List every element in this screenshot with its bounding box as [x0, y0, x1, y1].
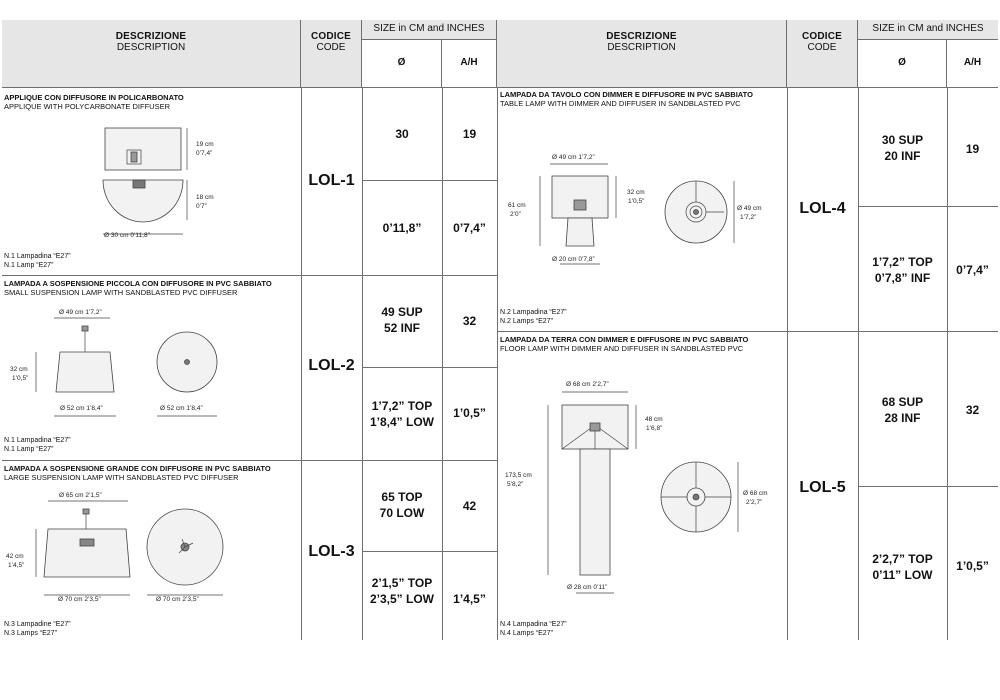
diameter-cm-bottom: 52 INF: [383, 321, 420, 335]
dimension-label: 2’2,7”: [746, 499, 763, 506]
right-header-description: [497, 20, 787, 88]
diameter-cm-bottom: 70 LOW: [379, 506, 425, 520]
header-height-symbol: A/H: [460, 57, 478, 68]
height-cm: 19: [965, 142, 980, 156]
height-cm: 19: [462, 127, 477, 141]
lamp-note-en: N.1 Lamp “E27”: [4, 262, 54, 269]
dimension-label: 32 cm: [10, 366, 28, 373]
header-code-it: CODICE: [801, 31, 843, 42]
header-code-en: CODE: [316, 42, 346, 53]
lamp-note-en: N.4 Lamps “E27”: [500, 630, 553, 637]
large-suspension-drawing: [30, 485, 260, 600]
diameter-inches-top: 1’7,2” TOP: [872, 255, 933, 269]
dimension-label: 42 cm: [6, 553, 24, 560]
right-header-height: [947, 40, 998, 88]
dimension-label: Ø 65 cm 2’1,5”: [59, 492, 102, 499]
header-description-it: DESCRIZIONE: [606, 31, 677, 42]
diameter-inches: [362, 398, 442, 430]
diameter-inches-top: 2’2,7” TOP: [872, 552, 933, 566]
product-code: LOL-1: [308, 172, 355, 189]
dimension-label: Ø 52 cm 1’8,4”: [160, 405, 203, 412]
grid-line: [362, 88, 363, 640]
lamp-note-it: N.1 Lampadina “E27”: [4, 253, 71, 260]
dimension-label: Ø 30 cm 0’11,8”: [104, 232, 150, 239]
dimension-label: 18 cm: [196, 194, 214, 201]
grid-line: [2, 275, 497, 276]
product-code: LOL-4: [799, 200, 846, 217]
dimension-label: 0’7,4”: [196, 150, 213, 157]
diameter-inches: [362, 575, 442, 607]
table-lamp-drawing: [530, 160, 750, 270]
product-description-it: LAMPADA DA TAVOLO CON DIMMER E DIFFUSORE IN PVC SABBIATO: [500, 90, 753, 99]
lamp-note-en: N.3 Lamps “E27”: [4, 630, 57, 637]
product-code: LOL-3: [308, 543, 355, 560]
lamp-note-en: N.2 Lamps “E27”: [500, 318, 553, 325]
dimension-label: 0’7”: [196, 203, 207, 210]
product-description-en: FLOOR LAMP WITH DIMMER AND DIFFUSER IN SANDBLASTED PVC: [500, 344, 744, 353]
grid-line: [858, 206, 998, 207]
product-code: LOL-5: [799, 479, 846, 496]
diameter-cm-top: 68 SUP: [881, 395, 924, 409]
dimension-label: 1’7,2”: [740, 214, 757, 221]
diameter-cm-bottom: 20 INF: [884, 149, 921, 163]
product-description-en: TABLE LAMP WITH DIMMER AND DIFFUSER IN SANDBLASTED PVC: [500, 99, 741, 108]
header-height-symbol: A/H: [963, 57, 982, 68]
header-size-label: SIZE in CM and INCHES: [872, 23, 984, 34]
height-inches: 1’0,5”: [453, 406, 486, 420]
dimension-label: 1’0,5”: [628, 198, 645, 205]
product-code: LOL-2: [308, 357, 355, 374]
diameter-inches: 0’11,8”: [382, 221, 422, 235]
lamp-note-it: N.1 Lampadina “E27”: [4, 437, 71, 444]
right-header-code: [787, 20, 858, 88]
dimension-label: Ø 68 cm: [743, 490, 768, 497]
height-inches: 0’7,4”: [956, 263, 989, 277]
diameter-cm: 30: [395, 127, 409, 141]
diameter-inches-bottom: 0’11” LOW: [872, 568, 933, 582]
dimension-label: 2’0”: [510, 211, 521, 218]
diameter-inches-bottom: 0’7,8” INF: [874, 271, 931, 285]
diameter-cm-top: 30 SUP: [881, 133, 924, 147]
product-description-it: LAMPADA A SOSPENSIONE GRANDE CON DIFFUSORE IN PVC SABBIATO: [4, 464, 271, 473]
left-header-height: [442, 40, 497, 88]
dimension-label: 1’0,5”: [12, 375, 29, 382]
product-description-en: LARGE SUSPENSION LAMP WITH SANDBLASTED PVC DIFFUSER: [4, 473, 239, 482]
lamp-note-it: N.3 Lampadine “E27”: [4, 621, 71, 628]
dimension-label: Ø 20 cm 0’7,8”: [552, 256, 595, 263]
header-diameter-symbol: Ø: [397, 57, 406, 68]
grid-line: [858, 486, 998, 487]
diameter-cm-top: 65 TOP: [381, 490, 423, 504]
height-inches: 1’0,5”: [956, 559, 989, 573]
diameter-cm-top: 49 SUP: [381, 305, 423, 319]
diameter-cm: [858, 132, 947, 164]
left-header-code: [301, 20, 362, 88]
dimension-label: 61 cm: [508, 202, 526, 209]
header-size-label: SIZE in CM and INCHES: [373, 23, 485, 34]
dimension-label: Ø 49 cm 1’7,2”: [552, 154, 595, 161]
diameter-cm: [858, 394, 947, 426]
left-header-size: [362, 20, 497, 40]
diameter-inches-bottom: 2’3,5” LOW: [369, 592, 434, 606]
dimension-label: Ø 68 cm 2’2,7”: [566, 381, 609, 388]
dimension-label: Ø 49 cm: [737, 205, 762, 212]
header-description-it: DESCRIZIONE: [115, 31, 187, 42]
dimension-label: 1’4,5”: [8, 562, 25, 569]
diameter-inches-bottom: 1’8,4” LOW: [369, 415, 434, 429]
height-inches: 1’4,5”: [453, 592, 486, 606]
header-description-en: DESCRIPTION: [116, 42, 186, 53]
height-cm: 42: [462, 499, 477, 513]
diameter-cm: [362, 489, 442, 521]
header-description-en: DESCRIPTION: [607, 42, 676, 53]
grid-line: [2, 460, 497, 461]
diameter-cm: [362, 304, 442, 336]
diameter-inches-top: 1’7,2” TOP: [371, 399, 433, 413]
right-header-diameter: [858, 40, 947, 88]
grid-line: [362, 551, 497, 552]
product-description-it: APPLIQUE CON DIFFUSORE IN POLICARBONATO: [4, 93, 184, 102]
left-header-diameter: [362, 40, 442, 88]
product-description-it: LAMPADA DA TERRA CON DIMMER E DIFFUSORE IN PVC SABBIATO: [500, 335, 749, 344]
small-suspension-drawing: [30, 300, 240, 420]
header-code-it: CODICE: [310, 31, 352, 42]
dimension-label: 32 cm: [627, 189, 645, 196]
left-header-description: [2, 20, 301, 88]
grid-line: [497, 331, 998, 332]
product-description-it: LAMPADA A SOSPENSIONE PICCOLA CON DIFFUSORE IN PVC SABBIATO: [4, 279, 272, 288]
grid-line: [362, 367, 497, 368]
dimension-label: Ø 70 cm 2’3,5”: [156, 596, 199, 603]
dimension-label: 1’6,8”: [646, 425, 663, 432]
product-description-en: SMALL SUSPENSION LAMP WITH SANDBLASTED PVC DIFFUSER: [4, 288, 238, 297]
lamp-note-it: N.4 Lampadina “E27”: [500, 621, 567, 628]
grid-line: [787, 88, 788, 640]
header-code-en: CODE: [807, 42, 837, 53]
header-diameter-symbol: Ø: [898, 57, 906, 68]
dimension-label: Ø 52 cm 1’8,4”: [60, 405, 103, 412]
dimension-label: Ø 49 cm 1’7,2”: [59, 309, 102, 316]
height-cm: 32: [462, 314, 477, 328]
height-cm: 32: [965, 403, 980, 417]
dimension-label: Ø 28 cm 0’11”: [567, 584, 608, 591]
product-description-en: APPLIQUE WITH POLYCARBONATE DIFFUSER: [4, 102, 170, 111]
diameter-inches: [858, 254, 947, 286]
diameter-inches: [858, 551, 947, 583]
diameter-inches-top: 2’1,5” TOP: [371, 576, 433, 590]
grid-line: [497, 88, 498, 640]
height-inches: 0’7,4”: [453, 221, 486, 235]
dimension-label: Ø 70 cm 2’3,5”: [58, 596, 101, 603]
right-header-size: [858, 20, 998, 40]
dimension-label: 48 cm: [645, 416, 663, 423]
grid-line: [362, 180, 497, 181]
applique-drawing: [95, 122, 205, 247]
lamp-note-en: N.1 Lamp “E27”: [4, 446, 54, 453]
dimension-label: 173,5 cm: [505, 472, 532, 479]
diameter-cm-bottom: 28 INF: [884, 411, 921, 425]
grid-line: [442, 88, 443, 640]
lamp-note-it: N.2 Lampadina “E27”: [500, 309, 567, 316]
dimension-label: 5’8,2”: [507, 481, 524, 488]
dimension-label: 19 cm: [196, 141, 214, 148]
